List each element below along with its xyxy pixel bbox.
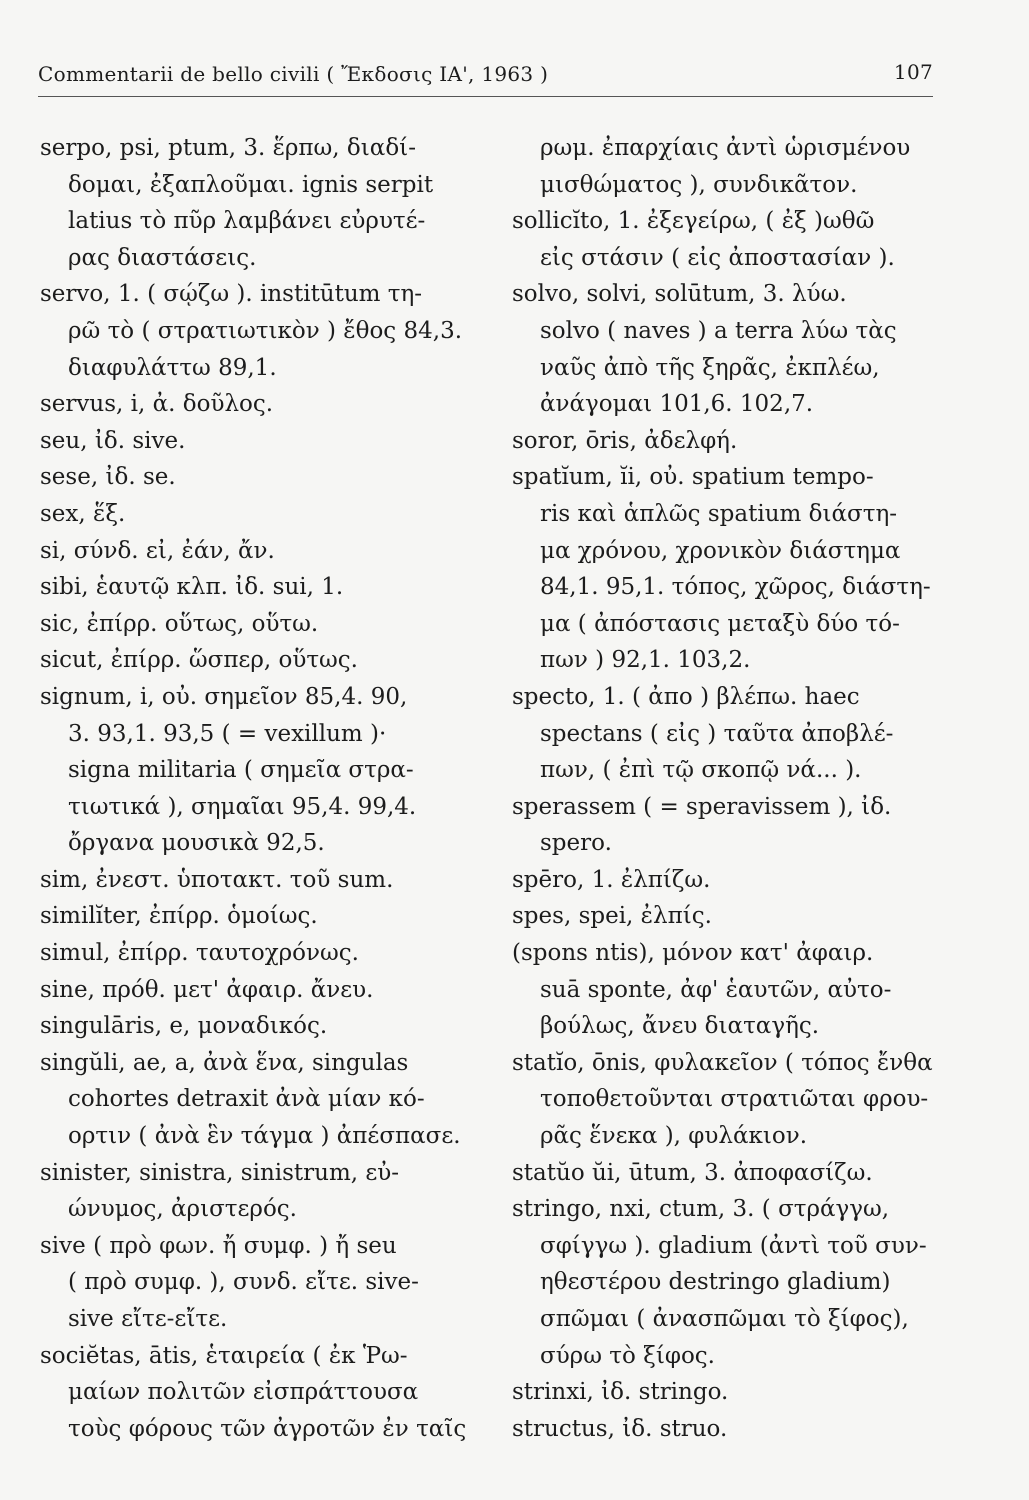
dictionary-entry-continuation: πων ) 92,1. 103,2. <box>540 647 751 674</box>
dictionary-entry-continuation: πων, ( ἐπὶ τῷ σκοπῷ νά... ). <box>540 757 862 784</box>
dictionary-entry-line: sinister, sinistra, sinistrum, εὐ- <box>40 1159 400 1186</box>
dictionary-entry-continuation: 3. 93,1. 93,5 ( = vexillum )· <box>68 720 387 747</box>
dictionary-entry-line: simul, ἐπίρρ. ταυτοχρόνως. <box>40 940 359 967</box>
dictionary-entry-line: sperassem ( = speravissem ), ἰδ. <box>512 793 892 820</box>
dictionary-entry-line: spatĭum, ĭi, οὐ. spatium tempo- <box>512 464 874 491</box>
dictionary-entry-continuation: ορτιν ( ἀνὰ ἓν τάγμα ) ἀπέσπασε. <box>68 1123 461 1150</box>
dictionary-entry-continuation: ρας διαστάσεις. <box>68 244 257 271</box>
dictionary-entry-line: similĭter, ἐπίρρ. ὁμοίως. <box>40 903 318 930</box>
dictionary-entry-continuation: μισθώματος ), συνδικᾶτον. <box>540 171 858 198</box>
dictionary-entry-line: sex, ἕξ. <box>40 500 126 527</box>
dictionary-entry-line: strinxi, ἰδ. stringo. <box>512 1379 729 1406</box>
dictionary-entry-line: sive ( πρὸ φων. ἤ συμφ. ) ἤ seu <box>40 1232 397 1259</box>
left-column <box>40 130 492 1447</box>
dictionary-entry-line: singulāris, e, μοναδικός. <box>40 1013 328 1040</box>
dictionary-entry-continuation: ὄργανα μουσικὰ 92,5. <box>68 830 325 857</box>
dictionary-entry-line: sic, ἐπίρρ. οὕτως, οὕτω. <box>40 610 319 637</box>
dictionary-entry-line: singŭli, ae, a, ἀνὰ ἕνα, singulas <box>40 1049 409 1076</box>
dictionary-entry-continuation: βούλως, ἄνευ διαταγῆς. <box>540 1013 820 1040</box>
dictionary-entry-continuation: μα χρόνου, χρονικὸν διάστημα <box>540 537 901 564</box>
dictionary-entry-continuation: spero. <box>540 830 612 857</box>
dictionary-entry-continuation: ἀνάγομαι 101,6. 102,7. <box>540 391 814 418</box>
dictionary-entry-line: servo, 1. ( σῴζω ). institūtum τη- <box>40 281 423 308</box>
dictionary-entry-continuation: εἰς στάσιν ( εἰς ἀποστασίαν ). <box>540 244 895 271</box>
dictionary-entry-continuation: ( πρὸ συμφ. ), συνδ. εἴτε. sive- <box>68 1269 419 1296</box>
dictionary-entry-line: servus, i, ἀ. δοῦλος. <box>40 391 274 418</box>
dictionary-entry-line: specto, 1. ( ἀπο ) βλέπω. haec <box>512 683 860 710</box>
dictionary-entry-line: sociĕtas, ātis, ἑταιρεία ( ἐκ Ῥω- <box>40 1342 408 1369</box>
dictionary-entry-continuation: latius τὸ πῦρ λαμβάνει εὐρυτέ- <box>68 208 426 235</box>
dictionary-entry-line: signum, i, οὐ. σημεῖον 85,4. 90, <box>40 683 408 710</box>
dictionary-entry-line: sine, πρόθ. μετ' ἀφαιρ. ἄνευ. <box>40 976 374 1003</box>
dictionary-entry-continuation: τοποθετοῦνται στρατιῶται φρου- <box>540 1086 929 1113</box>
dictionary-entry-line: statĭo, ōnis, φυλακεῖον ( τόπος ἔνθα <box>512 1049 933 1076</box>
dictionary-entry-continuation: sive εἴτε-εἴτε. <box>68 1306 228 1332</box>
dictionary-entry-continuation: ρωμ. ἐπαρχίαις ἀντὶ ὡρισμένου <box>540 135 911 161</box>
dictionary-entry-line: sollicĭto, 1. ἐξεγείρω, ( ἐξ )ωθῶ <box>512 208 875 235</box>
dictionary-entry-line: spēro, 1. ἐλπίζω. <box>512 866 711 893</box>
dictionary-entry-line: seu, ἰδ. sive. <box>40 427 186 454</box>
dictionary-entry-continuation: ώνυμος, ἀριστερός. <box>68 1196 297 1223</box>
dictionary-entry-continuation: σφίγγω ). gladium (ἀντὶ τοῦ συν- <box>540 1232 927 1259</box>
dictionary-entry-continuation: σύρω τὸ ξίφος. <box>540 1342 715 1369</box>
dictionary-entry-continuation: σπῶμαι ( ἀνασπῶμαι τὸ ξίφος), <box>540 1306 909 1332</box>
dictionary-entry-line: sibi, ἑαυτῷ κλπ. ἰδ. sui, 1. <box>40 574 344 601</box>
dictionary-entry-continuation: δομαι, ἐξαπλοῦμαι. ignis serpit <box>68 171 434 198</box>
dictionary-entry-line: solvo, solvi, solūtum, 3. λύω. <box>512 281 847 308</box>
dictionary-entry-continuation: signa militaria ( σημεῖα στρα- <box>68 757 414 784</box>
dictionary-entry-continuation: ηθεστέρου destringo gladium) <box>540 1269 891 1296</box>
dictionary-entry-continuation: διαφυλάττω 89,1. <box>68 354 277 381</box>
dictionary-entry-continuation: suā sponte, ἀφ' ἑαυτῶν, αὐτο- <box>540 976 892 1003</box>
dictionary-entry-line: stringo, nxi, ctum, 3. ( στράγγω, <box>512 1196 890 1223</box>
dictionary-entry-continuation: μαίων πολιτῶν εἰσπράττουσα <box>68 1379 419 1406</box>
dictionary-entry-line: sicut, ἐπίρρ. ὥσπερ, οὕτως. <box>40 647 358 674</box>
dictionary-entry-continuation: ris καὶ ἁπλῶς spatium διάστη- <box>540 500 898 527</box>
dictionary-entry-line: statŭo ŭi, ūtum, 3. ἀποφασίζω. <box>512 1159 873 1186</box>
dictionary-entry-continuation: ναῦς ἀπὸ τῆς ξηρᾶς, ἐκπλέω, <box>540 354 880 381</box>
page-number: 107 <box>893 60 933 84</box>
dictionary-entry-continuation: τοὺς φόρους τῶν ἀγροτῶν ἐν ταῖς <box>68 1415 467 1442</box>
dictionary-entry-line: spes, spei, ἐλπίς. <box>512 903 712 930</box>
dictionary-entry-continuation: ρῶ τὸ ( στρατιωτικὸν ) ἔθος 84,3. <box>68 317 463 344</box>
dictionary-entry-continuation: cohortes detraxit ἀνὰ μίαν κό- <box>68 1086 425 1113</box>
dictionary-entry-continuation: 84,1. 95,1. τόπος, χῶρος, διάστη- <box>540 574 931 601</box>
page-header <box>38 60 933 97</box>
dictionary-entry-line: (spons ntis), μόνον κατ' ἀφαιρ. <box>512 940 874 967</box>
right-column <box>512 130 952 1447</box>
dictionary-entry-continuation: spectans ( εἰς ) ταῦτα ἀποβλέ- <box>540 720 894 747</box>
running-title: Commentarii de bello civili ( Ἔκδοσις ΙΑ', 1963 ) <box>38 62 549 86</box>
dictionary-entry-line: sese, ἰδ. se. <box>40 464 176 491</box>
dictionary-entry-line: soror, ōris, ἀδελφή. <box>512 427 738 454</box>
dictionary-entry-line: serpo, psi, ptum, 3. ἕρπω, διαδί- <box>40 135 416 161</box>
dictionary-entry-line: sim, ἐνεστ. ὑποτακτ. τοῦ sum. <box>40 866 394 893</box>
dictionary-entry-continuation: ρᾶς ἕνεκα ), φυλάκιον. <box>540 1123 808 1150</box>
dictionary-entry-continuation: τιωτικά ), σημαῖαι 95,4. 99,4. <box>68 793 417 820</box>
dictionary-entry-continuation: μα ( ἀπόστασις μεταξὺ δύο τό- <box>540 610 900 637</box>
dictionary-entry-line: structus, ἰδ. struo. <box>512 1415 728 1442</box>
dictionary-entry-line: si, σύνδ. εἰ, ἐάν, ἄν. <box>40 537 275 564</box>
dictionary-entry-continuation: solvo ( naves ) a terra λύω τὰς <box>540 317 897 344</box>
